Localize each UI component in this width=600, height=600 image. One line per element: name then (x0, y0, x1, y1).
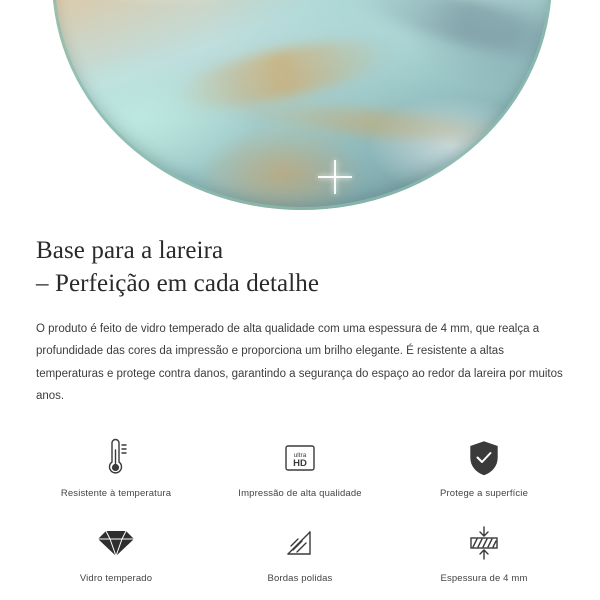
feature-label: Bordas polidas (267, 572, 333, 584)
glass-plate-image (52, 0, 552, 210)
text-block (0, 212, 600, 408)
marble-streak-gold-lower (221, 97, 522, 149)
feature-item-tempered-glass (24, 521, 208, 584)
feature-label: Espessura de 4 mm (440, 572, 528, 584)
headline-line-1: Base para a lareira (36, 237, 224, 264)
hero-image (0, 0, 600, 212)
feature-label: Vidro temperado (79, 572, 153, 584)
feature-item-print-quality (208, 436, 392, 499)
shield-check-icon (464, 436, 504, 480)
feature-item-temperature (24, 436, 208, 499)
diamond-icon (95, 521, 137, 565)
feature-grid (0, 436, 600, 584)
feature-item-polished-edges (208, 521, 392, 584)
feature-label: Impressão de alta qualidade (238, 487, 362, 499)
marble-streak-white (91, 0, 333, 2)
polished-edges-icon (280, 521, 320, 565)
page-title (36, 234, 564, 300)
ultra-hd-icon (280, 436, 320, 480)
feature-item-surface-protection (392, 436, 576, 499)
thickness-arrows-icon (463, 521, 505, 565)
feature-item-thickness (392, 521, 576, 584)
thermometer-icon (96, 436, 136, 480)
feature-label: Protege a superfície (439, 487, 529, 499)
description-paragraph: O produto é feito de vidro temperado de alta qualidade com uma espessura de 4 mm, que realça a profundidade das cores da impressão e proporciona um brilho elegante. É resistente a altas temperaturas e protege contra danos, garantindo a segurança do espaço ao redor da lareira por muitos anos. (36, 323, 563, 403)
svg-text:HD: HD (293, 457, 307, 469)
feature-label: Resistente à temperatura (60, 487, 172, 499)
svg-text:ultra: ultra (293, 451, 307, 459)
headline-line-2: – Perfeição em cada detalhe (36, 270, 320, 297)
